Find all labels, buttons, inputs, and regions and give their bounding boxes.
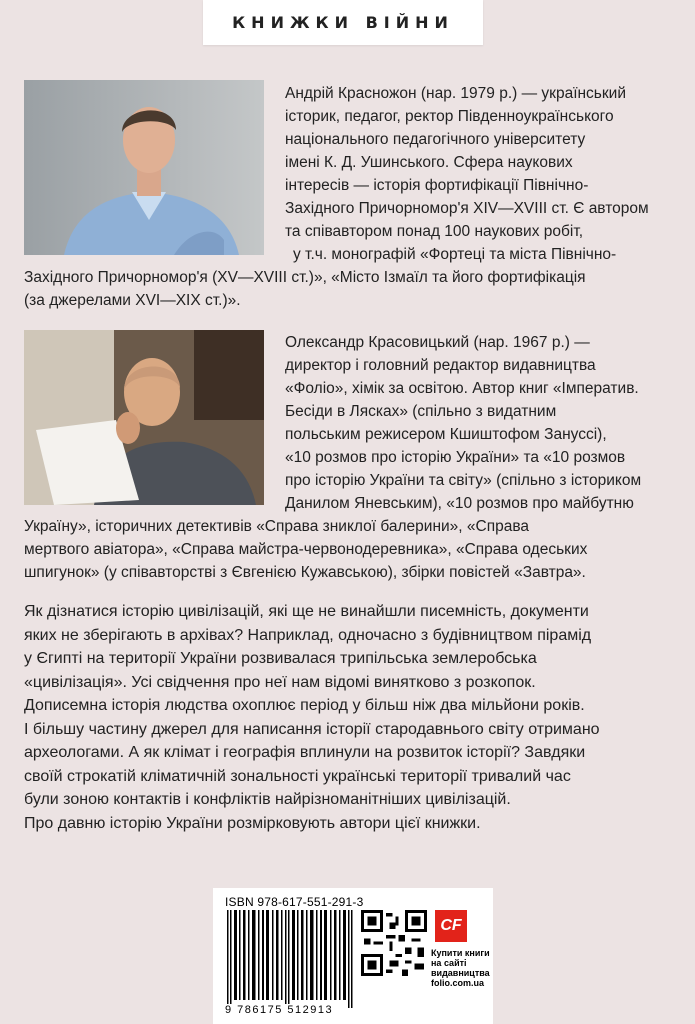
bio-line: Данилом Яневським), «10 розмов про майбутню bbox=[285, 495, 634, 512]
author1-photo bbox=[24, 80, 264, 255]
publisher-logo-icon: CF bbox=[435, 910, 467, 942]
blurb-text bbox=[24, 600, 600, 835]
buy-books-note: Купити книги на сайті видавництва folio.com.ua bbox=[431, 948, 490, 988]
bio-line: Західного Причорномор'я (XV—XVIII ст.)», «Місто Ізмаїл та його фортифікація bbox=[24, 269, 586, 286]
bio-line: мертвого авіатора», «Справа майстра-червонодеревника», «Справа одеських bbox=[24, 541, 588, 558]
bio-line: «Фоліо», хімік за освітою. Автор книг «Імператив. bbox=[285, 380, 639, 397]
bio-line: Олександр Красовицький (нар. 1967 р.) — bbox=[285, 334, 590, 351]
qr-code-icon bbox=[361, 910, 427, 976]
blurb-line: археологами. А як клімат і географія вплинули на розвиток історії? Завдяки bbox=[24, 744, 586, 761]
bio-line: Андрій Красножон (нар. 1979 р.) — український bbox=[285, 85, 626, 102]
bio-line: Україну», історичних детективів «Справа зниклої балерини», «Справа bbox=[24, 518, 530, 535]
blurb-line: І більшу частину джерел для написання історії стародавнього світу отримано bbox=[24, 720, 600, 738]
barcode-panel bbox=[213, 888, 493, 1024]
author1-bio bbox=[24, 82, 649, 312]
author2-photo bbox=[24, 330, 264, 505]
blurb-line: своїй строкатій кліматичній зональності українські території тривалий час bbox=[24, 767, 571, 785]
bio-line: імені К. Д. Ушинського. Сфера наукових bbox=[285, 154, 573, 171]
bio-line: директор і головний редактор видавництва bbox=[285, 357, 596, 374]
blurb-line: «цивілізація». Усі свідчення про неї нам відомі винятково з розкопок. bbox=[24, 673, 536, 691]
bio-line: інтересів — історія фортифікації Північно- bbox=[285, 177, 589, 194]
blurb-line: Як дізнатися історію цивілізацій, які ще не винайшли писемність, документи bbox=[24, 603, 589, 620]
series-title: КНИЖКИ ВІЙНИ bbox=[203, 0, 483, 45]
barcode-icon bbox=[225, 910, 355, 1008]
bio-line: Бесіди в Лясках» (спільно з видатним bbox=[285, 403, 557, 420]
bio-line: національного педагогічного університету bbox=[285, 131, 586, 148]
bio-line: (за джерелами XVI—XIX ст.)». bbox=[24, 292, 241, 309]
bio-line: про історію України та світу» (спільно з істориком bbox=[285, 472, 642, 489]
bio-line: «10 розмов про історію України» та «10 розмов bbox=[285, 449, 626, 466]
bio-line: у т.ч. монографій «Фортеці та міста Північно- bbox=[293, 246, 617, 263]
blurb-line: Дописемна історія людства охоплює період у більш ніж два мільйони років. bbox=[24, 697, 585, 714]
bio-line: Західного Причорномор'я XIV—XVIII ст. Є автором bbox=[285, 200, 649, 217]
isbn-label: ISBN 978-617-551-291-3 bbox=[225, 895, 364, 909]
bio-line: та співавтором понад 100 наукових робіт, bbox=[285, 223, 584, 240]
bio-line: шпигунок» (у співавторстві з Євгенією Кужавською), збірки повістей «Завтра». bbox=[24, 564, 586, 581]
blurb-line: були зоною контактів і конфліктів найрізноманітніших цивілізацій. bbox=[24, 791, 511, 808]
bio-line: історик, педагог, ректор Південноукраїнського bbox=[285, 108, 614, 125]
blurb-line: Про давню історію України розмірковують автори цієї книжки. bbox=[24, 814, 481, 832]
barcode-number: 9 786175 512913 bbox=[225, 1004, 334, 1016]
blurb-line: яких не зберігають в архівах? Наприклад, одночасно з будівництвом пірамід bbox=[24, 626, 592, 644]
author2-bio bbox=[24, 331, 642, 584]
blurb-line: у Єгипті на території України розвивалася трипільська землеробська bbox=[24, 650, 537, 667]
bio-line: польським режисером Кшиштофом Зануссі), bbox=[285, 426, 607, 443]
